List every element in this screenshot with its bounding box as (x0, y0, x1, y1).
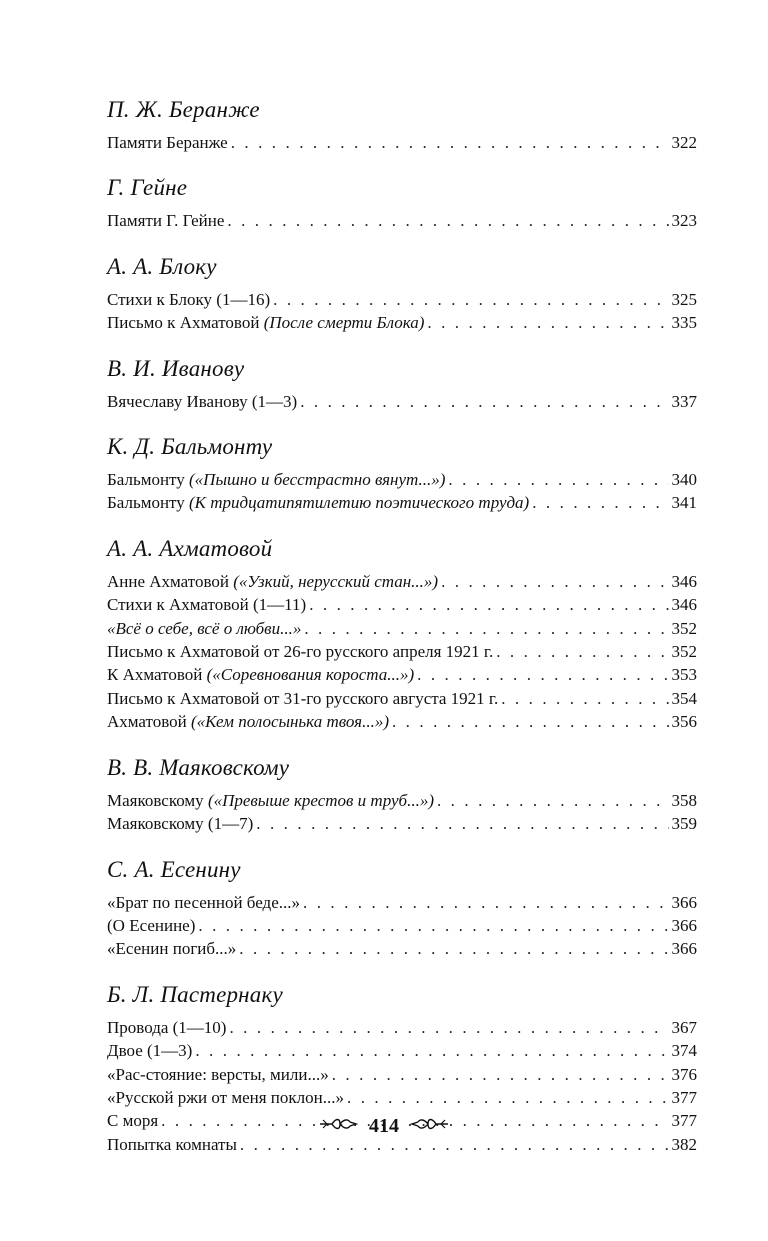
dot-leader (437, 789, 669, 812)
entry-page-number: 376 (671, 1064, 697, 1084)
entry-title (107, 593, 306, 616)
entry-title-text: Стихи к Ахматовой (1—11) (107, 595, 307, 615)
toc-entry (107, 209, 697, 232)
toc-section (107, 355, 697, 413)
dot-leader (309, 593, 668, 616)
toc-section (107, 96, 697, 154)
entry-page-number: 366 (671, 892, 697, 912)
left-flourish-icon (318, 1113, 358, 1139)
entry-title (107, 617, 301, 640)
entry-page-number: 377 (671, 1087, 697, 1107)
dot-leader (501, 687, 668, 710)
table-of-contents (107, 96, 697, 1156)
entry-title-italic: («Узкий, нерусский стан...») (233, 571, 439, 591)
entry-title (107, 570, 438, 593)
entry-title-text: Бальмонту (107, 493, 190, 513)
entry-title-text: Бальмонту (107, 470, 190, 490)
toc-entry (107, 1039, 697, 1062)
entry-title-text: Попытка комнаты (107, 1134, 237, 1154)
entry-title (107, 937, 236, 960)
toc-entry (107, 570, 697, 593)
entry-title (107, 812, 253, 835)
toc-section (107, 433, 697, 515)
entry-title-text: Стихи к Блоку (1—16) (107, 289, 271, 309)
section-heading: Г. Гейне (107, 175, 188, 201)
section-heading: П. Ж. Беранже (107, 97, 260, 122)
entry-title (107, 789, 434, 812)
section-spacer (107, 413, 697, 433)
toc-entry (107, 1086, 697, 1109)
page-footer (0, 1112, 768, 1139)
entry-title-italic: («Соревнования короста...») (206, 665, 415, 685)
entry-title-text: Провода (1—10) (107, 1017, 227, 1037)
entry-page-number: 366 (671, 915, 697, 935)
section-heading: К. Д. Бальмонту (107, 434, 273, 460)
entry-title-text: Письмо к Ахматовой от 26-го русского апреля 1921 г. (107, 642, 494, 662)
entry-page-number: 337 (671, 391, 697, 411)
dot-leader (256, 812, 668, 835)
entry-title (107, 640, 493, 663)
entry-title (107, 1016, 226, 1039)
page-number: 414 (369, 1115, 399, 1138)
entry-page-number: 325 (671, 289, 697, 309)
entry-page-number: 341 (671, 493, 697, 513)
entry-title (107, 710, 389, 733)
entry-title-text: Письмо к Ахматовой (107, 313, 264, 333)
dot-leader (195, 1039, 668, 1062)
dot-leader (239, 937, 668, 960)
entry-title (107, 468, 445, 491)
toc-entry (107, 390, 697, 413)
entry-title-text: Двое (1—3) (107, 1041, 193, 1061)
entry-title (107, 914, 195, 937)
entry-page-number: 366 (671, 939, 697, 959)
entry-page-number: 356 (671, 712, 697, 732)
section-heading: В. В. Маяковскому (107, 754, 290, 780)
entry-title-text: «Брат по песенной беде...» (107, 892, 300, 912)
entry-page-number: 346 (671, 571, 697, 591)
section-spacer (107, 734, 697, 754)
toc-entry (107, 131, 697, 154)
toc-entry (107, 812, 697, 835)
entry-title-italic: («Пышно и бесстрастно вянут...») (189, 470, 446, 490)
entry-title-text: «Рас-стояние: версты, мили...» (107, 1064, 329, 1084)
dot-leader (441, 570, 668, 593)
dot-leader (417, 663, 668, 686)
toc-section (107, 535, 697, 734)
entry-page-number: 367 (671, 1017, 697, 1037)
toc-entry (107, 491, 697, 514)
toc-section (107, 253, 697, 335)
section-heading: А. А. Блоку (107, 253, 217, 279)
entry-title (107, 390, 297, 413)
entry-title (107, 663, 414, 686)
dot-leader (347, 1086, 669, 1109)
section-heading: Б. Л. Пастернаку (107, 981, 283, 1007)
entry-page-number: 358 (671, 790, 697, 810)
entry-page-number: 359 (671, 814, 697, 834)
entry-title (107, 131, 228, 154)
entry-page-number: 352 (671, 642, 697, 662)
toc-entry (107, 663, 697, 686)
right-flourish-icon (410, 1113, 450, 1139)
toc-section (107, 754, 697, 836)
entry-title-text: Памяти Беранже (107, 133, 228, 152)
entry-title (107, 891, 300, 914)
dot-leader (304, 617, 668, 640)
toc-entry (107, 640, 697, 663)
entry-title-text: (О Есенине) (107, 915, 196, 935)
dot-leader (427, 311, 668, 334)
section-spacer (107, 836, 697, 856)
section-spacer (107, 515, 697, 535)
dot-leader (448, 468, 668, 491)
toc-section (107, 174, 697, 232)
entry-page-number: 353 (671, 665, 697, 685)
section-spacer (107, 335, 697, 355)
toc-entry (107, 1016, 697, 1039)
entry-title-text: Маяковскому (107, 790, 208, 810)
entry-page-number: 374 (671, 1041, 697, 1061)
toc-entry (107, 789, 697, 812)
dot-leader (392, 710, 669, 733)
dot-leader (227, 209, 668, 232)
toc-section (107, 856, 697, 961)
toc-entry (107, 687, 697, 710)
entry-title (107, 687, 498, 710)
entry-title (107, 491, 529, 514)
dot-leader (273, 288, 668, 311)
section-spacer (107, 154, 697, 174)
toc-entry (107, 311, 697, 334)
entry-title-text: Ахматовой (107, 712, 191, 732)
entry-title (107, 1086, 344, 1109)
section-heading: С. А. Есенину (107, 856, 241, 882)
entry-title-italic: («Превыше крестов и труб...») (207, 790, 434, 810)
toc-entry (107, 937, 697, 960)
dot-leader (229, 1016, 668, 1039)
entry-page-number: 323 (671, 211, 697, 231)
toc-entry (107, 288, 697, 311)
dot-leader (303, 891, 669, 914)
entry-title (107, 209, 224, 232)
entry-title-text: «Есенин погиб...» (107, 939, 237, 959)
entry-title (107, 1039, 192, 1062)
entry-title-text: С моря (107, 1111, 159, 1131)
entry-title (107, 311, 424, 334)
toc-entry (107, 593, 697, 616)
entry-page-number: 322 (671, 133, 697, 152)
entry-title-text: Анне Ахматовой (107, 571, 234, 591)
entry-title-italic: «Всё о себе, всё о любви...» (107, 618, 302, 638)
dot-leader (496, 640, 668, 663)
entry-title-text: Письмо к Ахматовой от 31-го русского августа 1921 г. (107, 688, 499, 708)
toc-entry (107, 468, 697, 491)
entry-page-number: 346 (671, 595, 697, 615)
entry-title-italic: (К тридцатипятилетию поэтического труда) (189, 493, 530, 513)
toc-entry (107, 914, 697, 937)
dot-leader (198, 914, 668, 937)
entry-page-number: 340 (671, 470, 697, 490)
entry-title-text: К Ахматовой (107, 665, 207, 685)
entry-title-text: Маяковскому (1—7) (107, 814, 254, 834)
dot-leader (300, 390, 668, 413)
dot-leader (231, 131, 669, 154)
entry-title-italic: («Кем полосынька твоя...») (191, 712, 389, 732)
entry-page-number: 377 (671, 1111, 697, 1131)
toc-entry (107, 1063, 697, 1086)
entry-page-number: 382 (671, 1134, 697, 1154)
entry-title (107, 288, 270, 311)
section-spacer (107, 961, 697, 981)
toc-entry (107, 891, 697, 914)
entry-page-number: 354 (671, 688, 697, 708)
entry-title (107, 1063, 329, 1086)
section-heading: А. А. Ахматовой (107, 535, 273, 561)
entry-page-number: 352 (671, 618, 697, 638)
section-spacer (107, 233, 697, 253)
entry-title-italic: (После смерти Блока) (263, 313, 425, 333)
toc-entry (107, 617, 697, 640)
entry-title-text: «Русской ржи от меня поклон...» (107, 1087, 344, 1107)
entry-title-text: Памяти Г. Гейне (107, 211, 225, 231)
entry-page-number: 335 (671, 313, 697, 333)
entry-title-text: Вячеславу Иванову (1—3) (107, 391, 298, 411)
toc-entry (107, 710, 697, 733)
dot-leader (532, 491, 668, 514)
dot-leader (332, 1063, 669, 1086)
section-heading: В. И. Иванову (107, 355, 245, 381)
